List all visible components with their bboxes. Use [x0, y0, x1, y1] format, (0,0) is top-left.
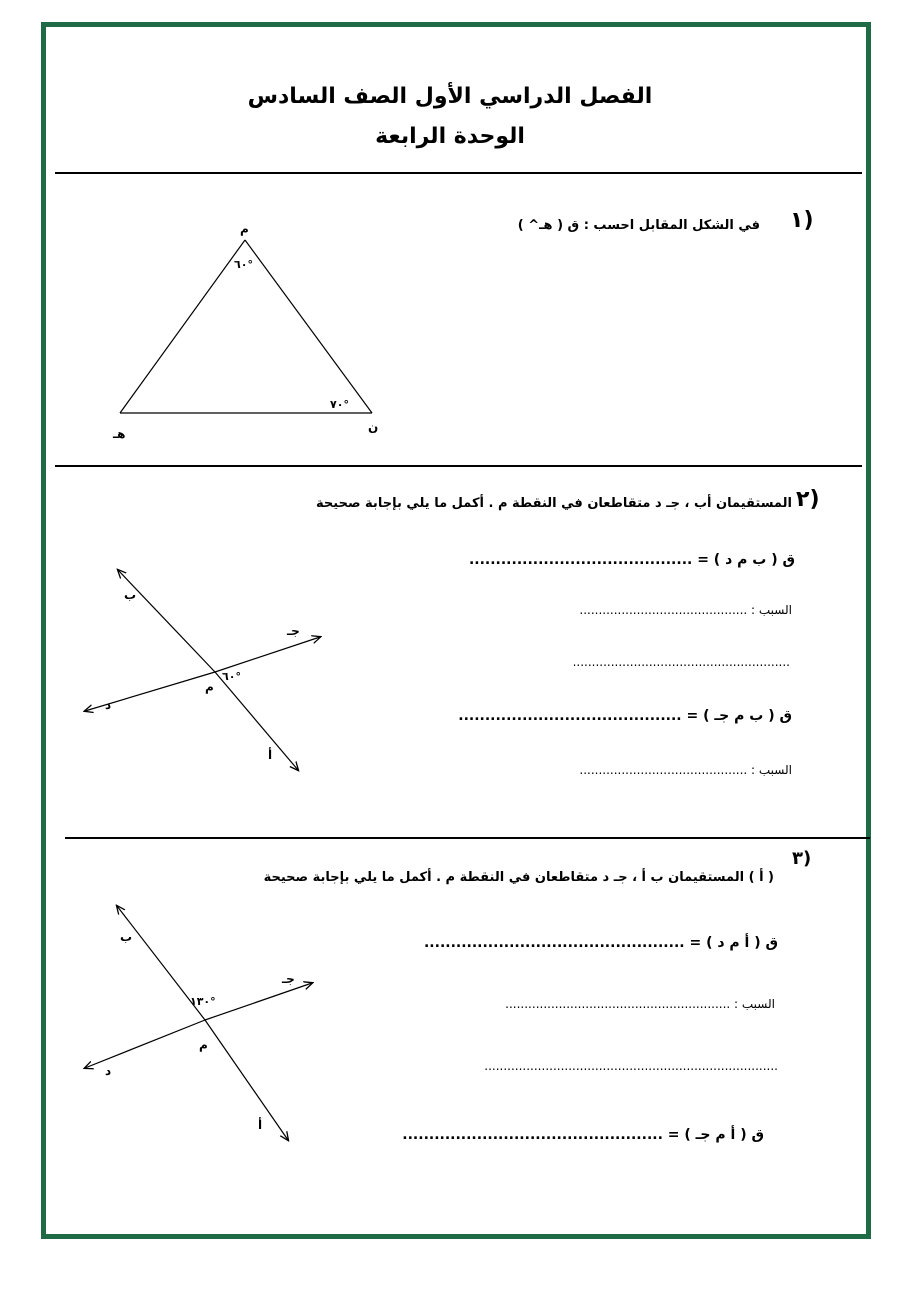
- q2-label-j: جـ: [287, 624, 300, 638]
- q2-label-m: م: [205, 680, 214, 694]
- q3-angle-amj[interactable]: ق ( أ م جـ ) = .................................................: [402, 1127, 764, 1143]
- q3-reason-1-cont[interactable]: .............................................................................: [484, 1059, 778, 1073]
- q3-label-m: م: [199, 1038, 208, 1052]
- q2-reason-2[interactable]: السبب : ............................................: [579, 763, 792, 777]
- q1-vertex-right: ن: [368, 420, 379, 434]
- q2-lines-figure: [85, 570, 320, 770]
- q1-number: ١): [790, 208, 814, 233]
- q1-vertex-left: هـ: [113, 427, 126, 441]
- q2-angle-bmj[interactable]: ق ( ب م جـ ) = ..........................................: [458, 708, 792, 724]
- q3-number: ٣): [792, 848, 812, 869]
- q2-label-a: أ: [268, 748, 273, 762]
- q1-prompt: في الشكل المقابل احسب : ق ( هـ^ ): [517, 218, 760, 233]
- q2-number: ٢): [796, 487, 820, 512]
- q1-divider: [55, 465, 862, 467]
- q3-label-a: أ: [258, 1118, 263, 1132]
- q1-angle-right: ٧٠°: [330, 398, 349, 411]
- q1-angle-top: ٦٠°: [234, 258, 253, 271]
- q3-label-b: ب: [120, 930, 133, 944]
- q2-reason-1[interactable]: السبب : ............................................: [579, 603, 792, 617]
- q2-angle-bmd[interactable]: ق ( ب م د ) = ..........................................: [468, 552, 795, 568]
- header-subtitle: الوحدة الرابعة: [375, 124, 525, 149]
- q1-vertex-top: م: [240, 222, 249, 236]
- q3-reason-1[interactable]: السبب : ...........................................................: [505, 997, 775, 1011]
- q3-label-d: د: [105, 1064, 112, 1078]
- q2-divider: [65, 837, 870, 839]
- q2-angle-label: ٦٠°: [222, 670, 241, 683]
- header-title: الفصل الدراسي الأول الصف السادس: [247, 84, 653, 109]
- q2-label-b: ب: [124, 588, 137, 602]
- q3-label-j: جـ: [282, 972, 295, 986]
- q2-reason-1-cont[interactable]: .........................................................: [572, 655, 790, 669]
- q3-angle-label: ١٣٠°: [190, 995, 216, 1008]
- q2-label-d: د: [105, 698, 112, 712]
- q3-prompt: ( أ ) المستقيمان ب أ ، جـ د متقاطعان في النقطة م . أكمل ما يلي بإجابة صحيحة: [263, 870, 774, 885]
- q2-prompt: المستقيمان أب ، جـ د متقاطعان في النقطة م . أكمل ما يلي بإجابة صحيحة: [316, 496, 792, 511]
- q3-angle-amd[interactable]: ق ( أ م د ) = .................................................: [423, 935, 778, 951]
